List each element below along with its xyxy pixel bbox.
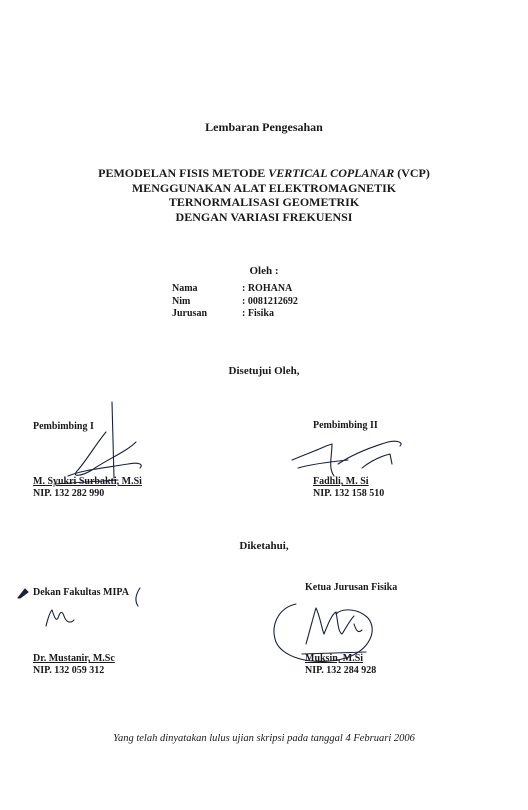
identity-value: : ROHANA	[242, 283, 293, 294]
thesis-title-italic: VERTICAL COPLANAR	[268, 166, 395, 180]
head-nip: NIP. 132 284 928	[305, 665, 377, 676]
pen-mark	[16, 586, 32, 600]
graduation-statement: Yang telah dinyatakan lulus ujian skripsi pada tanggal 4 Februari 2006	[113, 733, 415, 744]
identity-label: Jurusan	[172, 308, 208, 319]
head-name: Muksin, M.Si	[305, 653, 364, 664]
identity-label: Nama	[172, 283, 198, 294]
dean-nip: NIP. 132 059 312	[33, 665, 105, 676]
advisor1-role: Pembimbing I	[33, 421, 94, 432]
identity-row-nim	[172, 296, 298, 309]
thesis-title-line-3: TERNORMALISASI GEOMETRIK	[168, 195, 360, 209]
identity-value: : 0081212692	[242, 295, 298, 307]
thesis-title-line-2: MENGGUNAKAN ALAT ELEKTROMAGNETIK	[131, 180, 397, 195]
advisor1-signature	[48, 398, 168, 488]
approved-by-heading: Disetujui Oleh,	[228, 365, 300, 377]
identity-value: : Fisika	[242, 308, 274, 319]
advisor1-name: M. Syukri Surbakti, M.Si	[33, 476, 142, 487]
identity-row-name	[172, 283, 298, 296]
dean-name: Dr. Mustanir, M.Sc	[33, 653, 115, 664]
thesis-title-line-1: PEMODELAN FISIS METODE VERTICAL COPLANAR (VCP)	[98, 166, 430, 180]
advisor1-nip: NIP. 132 282 990	[33, 488, 105, 499]
by-label: Oleh :	[249, 265, 279, 277]
document-title: Lembaran Pengesahan	[205, 120, 323, 134]
advisor2-name: Fadhli, M. Si	[313, 476, 369, 487]
head-role: Ketua Jurusan Fisika	[305, 582, 398, 593]
identity-label: Nim	[172, 295, 191, 307]
advisor2-role: Pembimbing II	[313, 420, 378, 431]
identity-table	[172, 283, 298, 321]
thesis-title	[0, 166, 528, 224]
thesis-title-line-4: DENGAN VARIASI FREKUENSI	[175, 209, 353, 224]
advisor2-nip: NIP. 132 158 510	[313, 488, 385, 499]
acknowledged-heading: Diketahui,	[239, 540, 289, 552]
dean-role: Dekan Fakultas MIPA	[33, 587, 129, 598]
dean-signature	[40, 588, 130, 638]
identity-row-department	[172, 308, 298, 321]
